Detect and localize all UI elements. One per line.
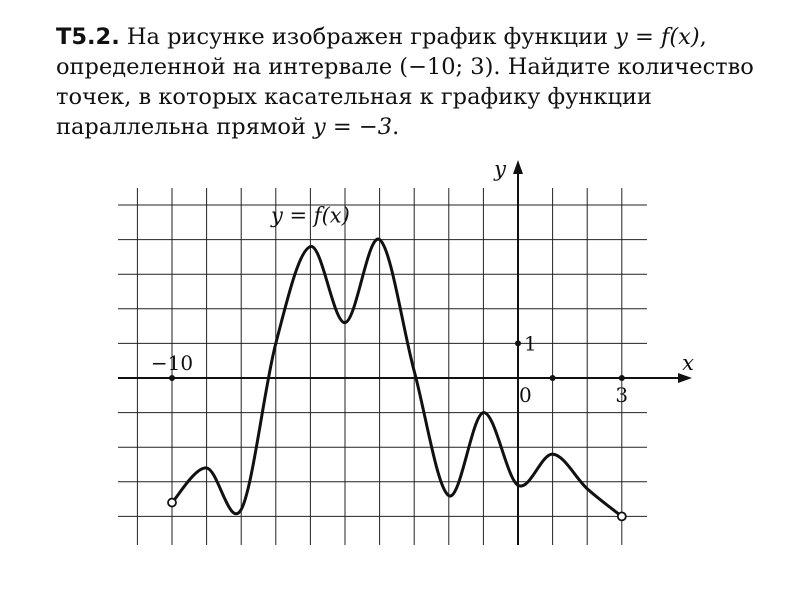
tick-mark-y-unit — [515, 340, 521, 346]
tick-label-x-left: −10 — [150, 351, 194, 375]
interval: (−10; 3) — [399, 54, 494, 80]
problem-text-part-4: . — [392, 114, 400, 140]
open-endpoint-right — [618, 512, 626, 520]
tick-mark-x-unit — [550, 375, 556, 381]
tick-label-y-unit: 1 — [524, 331, 537, 356]
origin-label: 0 — [519, 383, 532, 407]
function-formula: y = f(x) — [615, 24, 700, 50]
open-endpoint-left — [168, 499, 176, 507]
tick-label-x-right: 3 — [615, 383, 629, 407]
function-label: y = f(x) — [270, 203, 350, 228]
problem-text-part-1: На рисунке изображен график функции — [119, 24, 616, 50]
y-axis-label: y — [494, 157, 506, 181]
problem-text-part-2: , определенной на интервале — [56, 24, 707, 80]
tick-marks — [169, 340, 625, 381]
problem-id: Т5.2. — [56, 24, 120, 50]
tick-mark-x-left — [169, 375, 175, 381]
problem-text-part-3: . Найдите количество точек, в которых касательная к графику функции параллельна прямой — [56, 54, 754, 140]
tick-mark-x-right — [619, 375, 625, 381]
x-axis-label: x — [682, 351, 694, 375]
line-equation: y = −3 — [313, 114, 393, 140]
y-axis-arrow-icon — [513, 160, 523, 174]
